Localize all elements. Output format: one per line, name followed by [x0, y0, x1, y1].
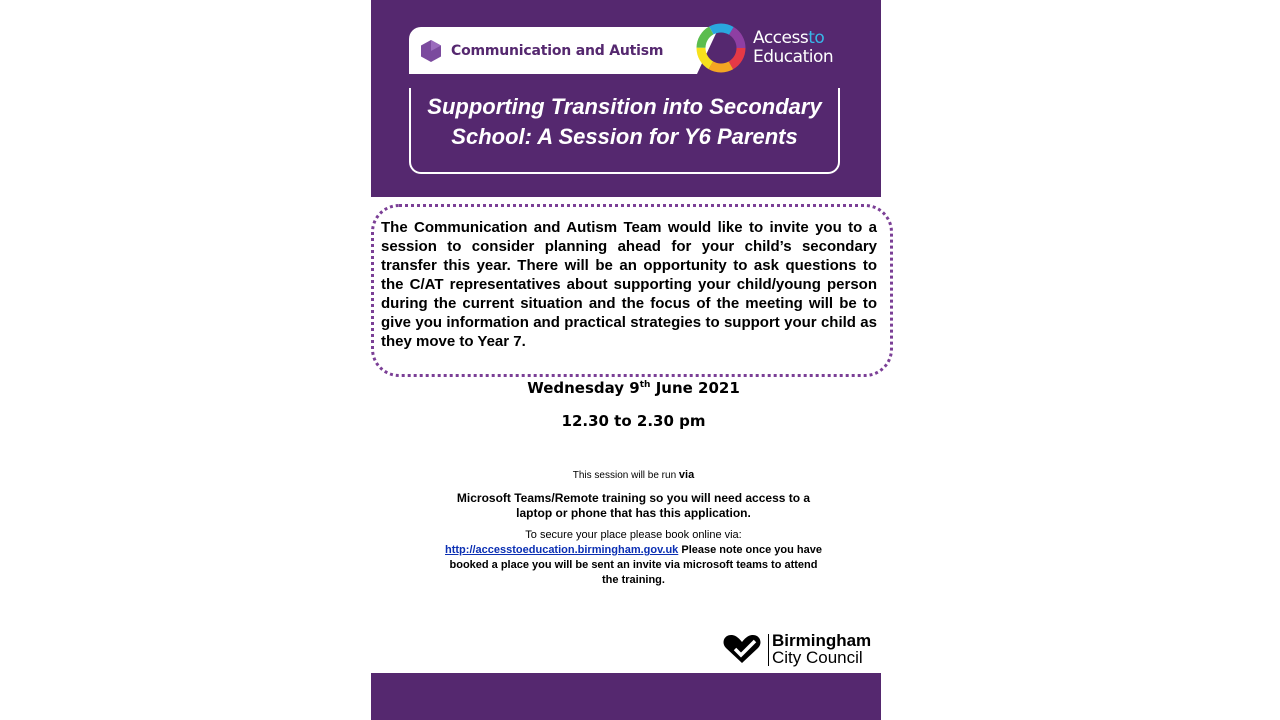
booking-note: Please note once you have booked a place you will be sent an invite via microsoft teams to attend the training. [449, 544, 822, 586]
hexagon-icon [421, 40, 441, 62]
event-date: Wednesday 9th June 2021 [527, 379, 740, 397]
birmingham-heart-logo-icon [722, 633, 762, 665]
team-tab [409, 27, 697, 74]
access-to-education-logo-text: Accessto Education [753, 28, 834, 67]
booking-info [441, 528, 826, 588]
access-to-education-logo-icon [696, 23, 746, 73]
flyer-page [371, 0, 881, 720]
session-format-text: This session will be run via [572, 469, 695, 481]
footer-band [371, 673, 881, 720]
booking-link[interactable]: http://accesstoeducation.birmingham.gov.uk [445, 544, 679, 556]
teams-requirement-text: Microsoft Teams/Remote training so you will need access to a laptop or phone that has this application. [456, 491, 811, 520]
team-name: Communication and Autism [451, 43, 664, 59]
invite-text: The Communication and Autism Team would like to invite you to a session to consider planning ahead for your child’s secondary transfer this year. There will be an opportunity to ask questions to the C/AT representatives about supporting your child/young person during the current situation and the focus of the meeting will be to give you information and practical strategies to support your child as they move to Year 7. [381, 219, 877, 350]
birmingham-city-council-logo-text: Birmingham City Council [772, 631, 872, 667]
header-band [371, 0, 881, 197]
event-time: 12.30 to 2.30 pm [561, 412, 706, 430]
booking-instruction: To secure your place please book online via: [525, 529, 742, 541]
logo-divider [768, 634, 769, 666]
page-title: Supporting Transition into Secondary School: A Session for Y6 Parents [427, 94, 822, 149]
